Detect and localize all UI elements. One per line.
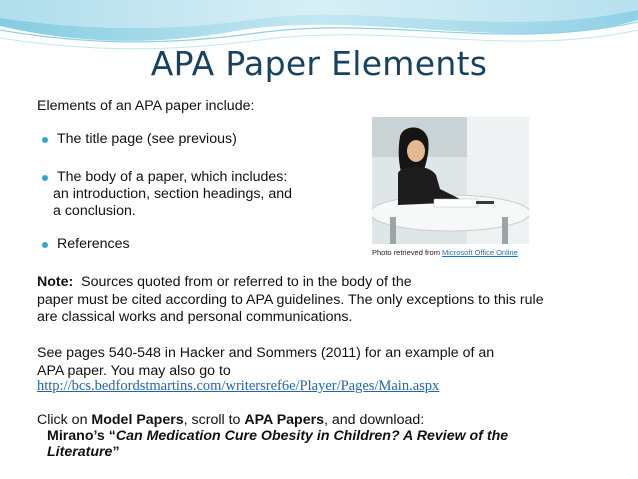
- student-studying-photo: [372, 117, 529, 244]
- and-download-text: , and download:: [324, 412, 425, 428]
- click-on-line: [37, 412, 424, 429]
- photo-caption: [372, 248, 518, 257]
- see-pages-line-2: APA paper. You may also go to: [37, 363, 231, 379]
- mirano-line-2: [47, 444, 120, 461]
- bullet-references: References: [57, 236, 130, 252]
- bedford-url-link[interactable]: http://bcs.bedfordstmartins.com/writersref6e/Player/Pages/Main.aspx: [37, 378, 440, 394]
- apa-papers-text: APA Papers: [244, 412, 325, 428]
- note-label: Note:: [37, 274, 74, 290]
- intro-text: Elements of an APA paper include:: [37, 98, 255, 114]
- scroll-to-text: , scroll to: [183, 412, 245, 428]
- bullet-body-sub-line-1: an introduction, section headings, and: [53, 186, 292, 202]
- mirano-line-1: [47, 428, 508, 445]
- note-line-1: [37, 274, 412, 291]
- bullet-body-sub-line-2: a conclusion.: [53, 203, 136, 219]
- bullet-body: The body of a paper, which includes:: [57, 169, 288, 185]
- see-pages-line-1: See pages 540-548 in Hacker and Sommers (2011) for an example of an: [37, 345, 495, 361]
- photo-caption-prefix: Photo retrieved from: [372, 248, 443, 257]
- mirano-title-part-2: Literature: [47, 444, 113, 460]
- model-papers-text: Model Papers: [91, 412, 184, 428]
- note-line-2: paper must be cited according to APA guidelines. The only exceptions to this rule: [37, 292, 544, 308]
- mirano-title-part-1: Can Medication Cure Obesity in Children? A Review of the: [115, 428, 509, 444]
- note-line-3: are classical works and personal communications.: [37, 309, 353, 325]
- mirano-prefix: Mirano’s “: [47, 428, 116, 444]
- microsoft-office-online-link[interactable]: Microsoft Office Online: [442, 248, 518, 257]
- slide-title: APA Paper Elements: [150, 44, 488, 83]
- url-line: [37, 378, 439, 395]
- note-text-1: Sources quoted from or referred to in the body of the: [81, 274, 412, 290]
- bullet-marker: [42, 137, 48, 143]
- mirano-suffix: ”: [112, 444, 120, 460]
- bullet-title-page: The title page (see previous): [57, 131, 237, 147]
- bullet-marker: [42, 242, 48, 248]
- bullet-marker: [42, 175, 48, 181]
- click-prefix: Click on: [37, 412, 92, 428]
